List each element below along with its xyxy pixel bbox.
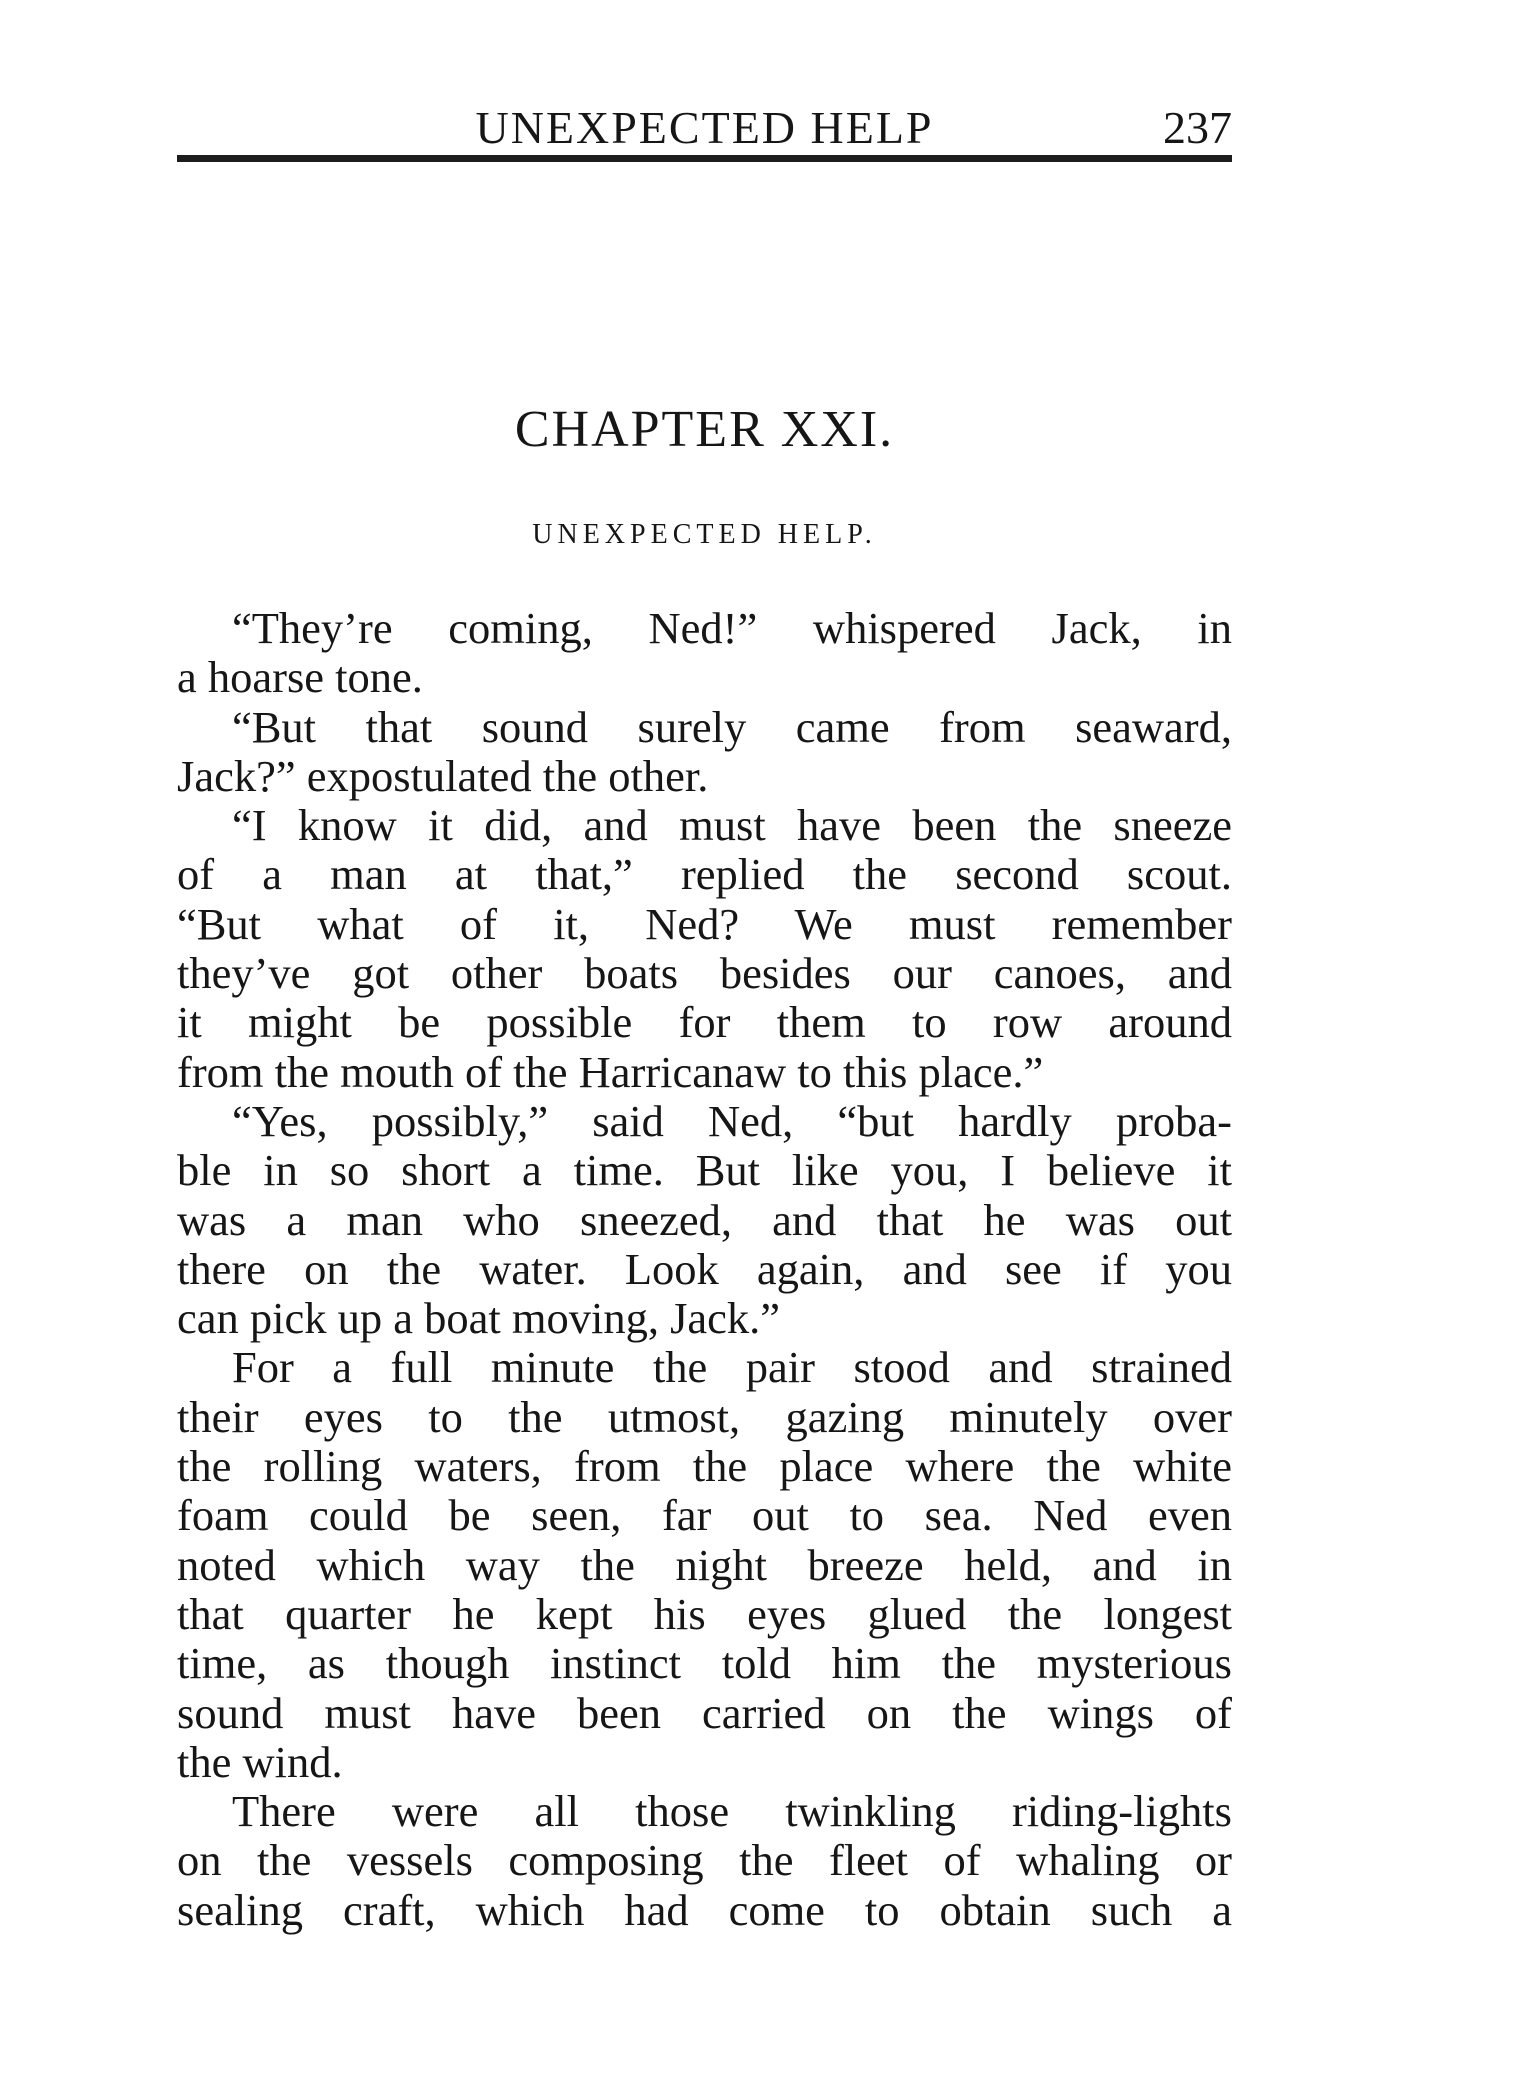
text-line: was a man who sneezed, and that he was out <box>177 1194 1232 1245</box>
paragraph <box>177 1097 1232 1343</box>
text-line: “I know it did, and must have been the sneeze <box>232 800 1232 851</box>
header-rule <box>177 155 1232 162</box>
paragraph <box>177 604 1232 703</box>
text-line: that quarter he kept his eyes glued the longest <box>177 1588 1232 1639</box>
text-line: on the vessels composing the fleet of whaling or <box>177 1835 1232 1886</box>
text-line: foam could be seen, far out to sea. Ned even <box>177 1490 1232 1541</box>
paragraph <box>177 1343 1232 1787</box>
text-line: sound must have been carried on the wings of <box>177 1687 1232 1738</box>
text-line: “Yes, possibly,” said Ned, “but hardly proba- <box>232 1095 1232 1146</box>
text-line: from the mouth of the Harricanaw to this place.” <box>177 1046 1044 1097</box>
paragraph <box>177 1787 1232 1935</box>
text-line: a hoarse tone. <box>177 652 423 703</box>
running-head <box>177 98 1232 158</box>
chapter-subtitle: UNEXPECTED HELP. <box>532 519 877 550</box>
text-line: they’ve got other boats besides our canoes, and <box>177 948 1232 999</box>
text-line: There were all those twinkling riding-lights <box>232 1786 1232 1837</box>
text-line: noted which way the night breeze held, and in <box>177 1539 1232 1590</box>
text-line: the rolling waters, from the place where the white <box>177 1441 1232 1492</box>
text-line: “But what of it, Ned? We must remember <box>177 898 1232 949</box>
text-line: Jack?” expostulated the other. <box>177 750 709 801</box>
paragraph <box>177 703 1232 802</box>
chapter-heading: CHAPTER XXI. <box>514 401 895 458</box>
text-line: For a full minute the pair stood and strained <box>232 1342 1232 1393</box>
page-number: 237 <box>1163 102 1232 153</box>
text-line: it might be possible for them to row around <box>177 997 1232 1048</box>
body-text <box>177 604 1232 1935</box>
running-head-title: UNEXPECTED HELP <box>475 102 934 153</box>
text-line: there on the water. Look again, and see if you <box>177 1243 1232 1294</box>
text-line: the wind. <box>177 1736 343 1787</box>
text-line: of a man at that,” replied the second scout. <box>177 849 1232 900</box>
text-line: “But that sound surely came from seaward, <box>232 701 1232 752</box>
text-line: can pick up a boat moving, Jack.” <box>177 1293 781 1344</box>
paragraph <box>177 801 1232 1097</box>
text-line: sealing craft, which had come to obtain such a <box>177 1884 1232 1935</box>
text-line: their eyes to the utmost, gazing minutely over <box>177 1391 1232 1442</box>
text-line: time, as though instinct told him the mysterious <box>177 1638 1232 1689</box>
text-line: ble in so short a time. But like you, I believe it <box>177 1145 1232 1196</box>
text-line: “They’re coming, Ned!” whispered Jack, in <box>232 603 1232 653</box>
